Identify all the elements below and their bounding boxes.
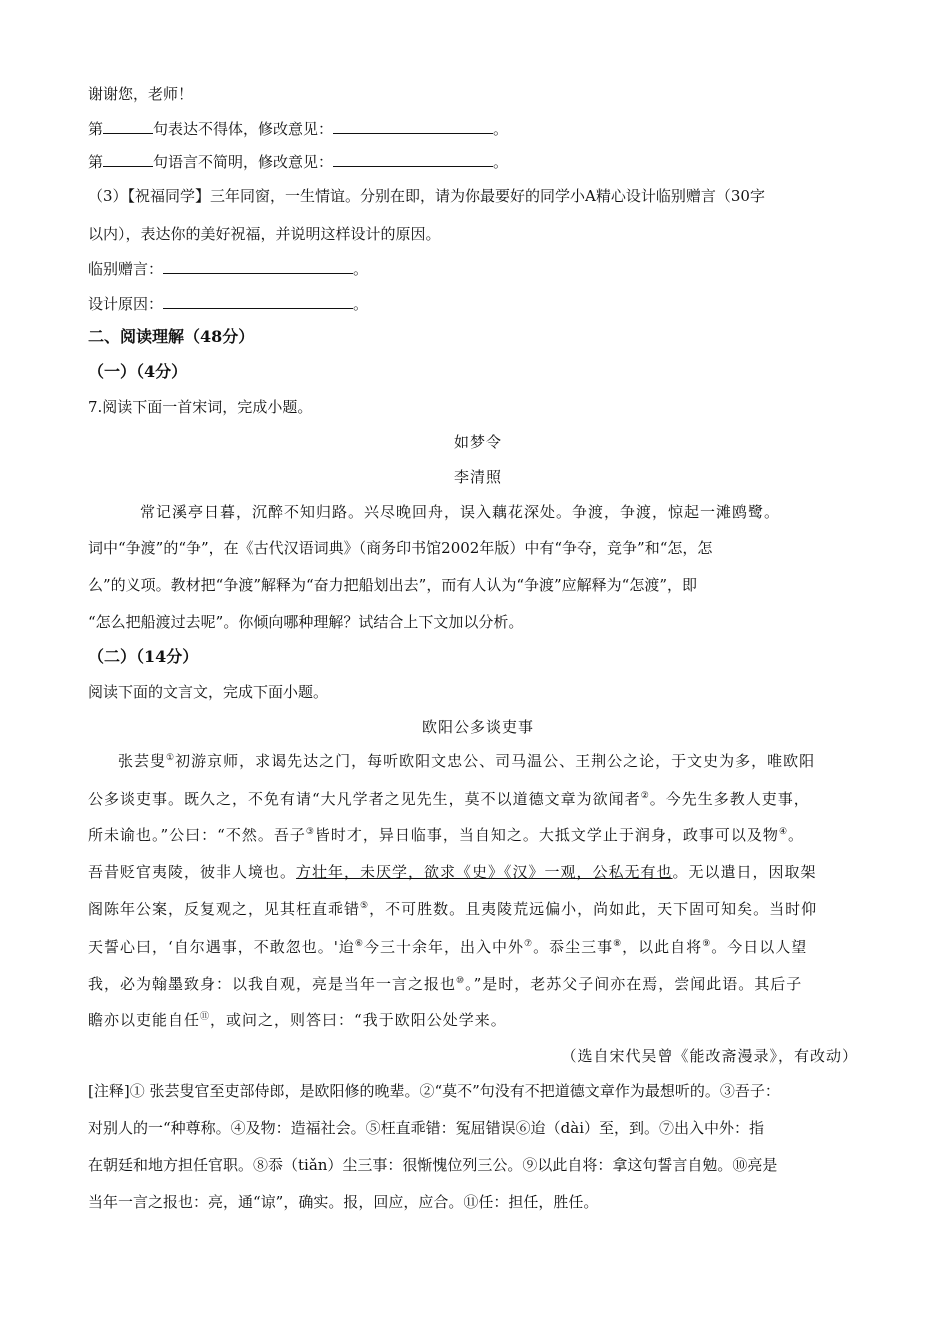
essay-line: 天誓心曰，‘自尔遇事，不敢忽也。'迨⑥今三十余年，出入中外⑦。忝尘三事⑧，以此自将⑨。今日以人望 [88, 938, 808, 956]
revision-blank[interactable] [333, 151, 493, 167]
essay-line: 公多谈吏事。既久之，不免有请“大凡学者之见先生，莫不以道德文章为欲闻者②。今先生多教人吏事， [88, 790, 810, 808]
revision-blank[interactable] [333, 118, 493, 134]
essay-line: 阁陈年公案，反复观之，见其枉直乖错⑤，不可胜数。且夷陵荒远偏小，尚如此，天下固可知矣。当时仰 [88, 900, 818, 918]
thanks-line: 谢谢您，老师！ [88, 85, 194, 103]
question-3-line2: 以内），表达你的美好祝福，并说明这样设计的原因。 [88, 225, 441, 243]
essay-title: 欧阳公多谈吏事 [421, 718, 534, 736]
part-1-heading: （一）（4分） [88, 362, 188, 381]
question-concise-line: 第 句语言不简明，修改意见： 。 [88, 153, 509, 171]
notes-line4: 当年一言之报也：亮，通“谅”，确实。报，回应，应合。⑪任：担任，胜任。 [88, 1193, 599, 1211]
essay-line: 张芸叟①初游京师，求谒先达之门，每听欧阳文忠公、司马温公、王荆公之论，于文史为多，唯欧阳 [118, 752, 816, 770]
question-inappropriate-line: 第 句表达不得体，修改意见： 。 [88, 120, 509, 138]
essay-line: 我，必为翰墨致身：以我自观，亮是当年一言之报也⑩。”是时，老苏父子间亦在焉，尝闻此语。其后子 [88, 975, 803, 993]
question-7-intro: 7.阅读下面一首宋词，完成小题。 [88, 398, 313, 416]
question-7-line1: 词中“争渡”的“争”，在《古代汉语词典》（商务印书馆2002年版）中有“争夺，竞争”和“怎，怎 [88, 539, 713, 557]
notes-line3: 在朝廷和地方担任官职。⑧忝（tiǎn）尘三事：很惭愧位列三公。⑨以此自将：拿这句誓言自勉。⑩亮是 [88, 1156, 778, 1174]
essay-line: 瞻亦以吏能自任⑪，或问之，则答曰：“我于欧阳公处学来。 [88, 1011, 507, 1029]
section-2-heading: 二、阅读理解（48分） [88, 327, 255, 346]
part-2-intro: 阅读下面的文言文，完成下面小题。 [88, 683, 329, 701]
question-7-line3: “怎么把船渡过去呢”。你倾向哪种理解？试结合上下文加以分析。 [88, 613, 524, 631]
sentence-number-blank[interactable] [103, 118, 153, 134]
poem-title: 如梦令 [453, 433, 502, 451]
farewell-blank[interactable] [163, 258, 353, 274]
question-7-line2: 么”的义项。教材把“争渡”解释为“奋力把船划出去”，而有人认为“争渡”应解释为“怎渡”，即 [88, 576, 698, 594]
poem-author: 李清照 [453, 468, 502, 486]
essay-line: 吾昔贬官夷陵，彼非人境也。方壮年，未厌学，欲求《史》《汉》一观，公私无有也。无以遣日，因取架 [88, 863, 817, 881]
notes-line2: 对别人的一“种尊称。④及物：造福社会。⑤枉直乖错：冤屈错误⑥迨（dài）至，到。⑦出入中外：指 [88, 1119, 765, 1137]
essay-line: 所未谕也。”公曰：“不然。吾子③皆时才，异日临事，当自知之。大抵文学止于润身，政事可以及物④。 [88, 826, 805, 844]
part-2-heading: （二）（14分） [88, 647, 199, 666]
notes-line1: [注释]① 张芸叟官至吏部侍郎，是欧阳修的晚辈。②“莫不”句没有不把道德文章作为最想听的。③吾子： [88, 1082, 780, 1100]
essay-source: （选自宋代吴曾《能改斋漫录》，有改动） [561, 1047, 858, 1065]
farewell-line: 临别赠言： 。 [88, 260, 369, 278]
underlined-sentence: 方壮年，未厌学，欲求《史》《汉》一观，公私无有也 [296, 863, 673, 881]
poem-text: 常记溪亭日暮，沉醉不知归路。兴尽晚回舟，误入藕花深处。争渡，争渡，惊起一滩鸥鹭。 [140, 503, 781, 521]
question-3-line1: （3）【祝福同学】三年同窗，一生情谊。分别在即，请为你最要好的同学小A精心设计临别赠言（30字 [88, 187, 765, 205]
reason-line: 设计原因： 。 [88, 295, 369, 313]
sentence-number-blank[interactable] [103, 151, 153, 167]
reason-blank[interactable] [163, 293, 353, 309]
